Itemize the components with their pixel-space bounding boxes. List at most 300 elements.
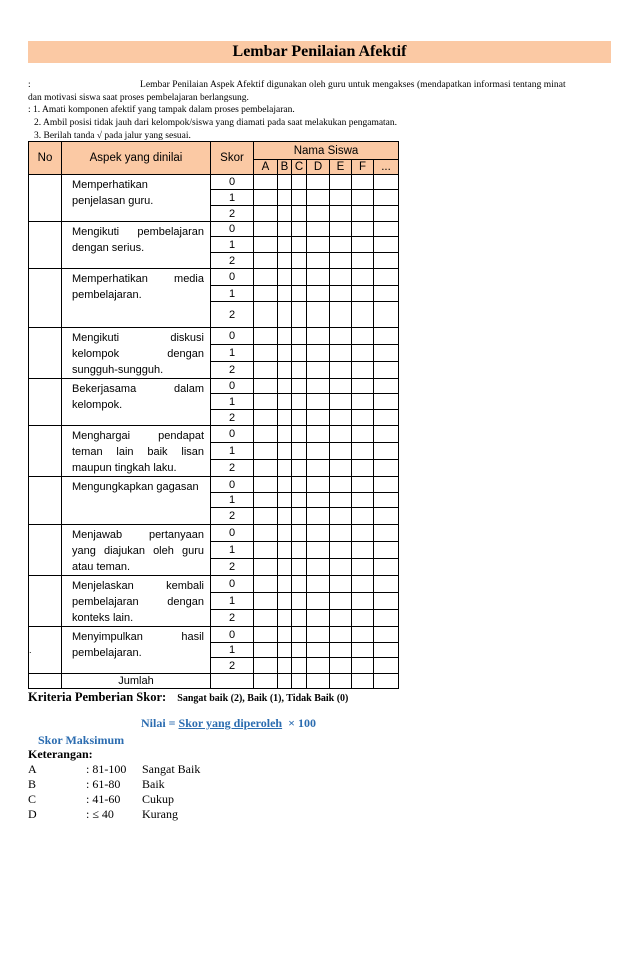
- checkbox-cell-...[interactable]: [374, 410, 399, 426]
- checkbox-cell-B[interactable]: [278, 576, 292, 593]
- legend-grade: D: [28, 807, 37, 821]
- checkbox-cell-D[interactable]: [307, 394, 330, 410]
- checkbox-cell-F[interactable]: [352, 237, 374, 253]
- checkbox-cell-C[interactable]: [292, 627, 307, 643]
- checkbox-cell-...[interactable]: [374, 643, 399, 658]
- checkbox-cell-C[interactable]: [292, 459, 307, 476]
- checkbox-cell-A[interactable]: [254, 410, 278, 426]
- checkbox-cell-D[interactable]: [307, 576, 330, 593]
- checkbox-cell-C[interactable]: [292, 269, 307, 286]
- checkbox-cell-E[interactable]: [330, 206, 352, 222]
- checkbox-cell-A[interactable]: [254, 190, 278, 206]
- checkbox-cell-A[interactable]: [254, 345, 278, 361]
- checkbox-cell-E[interactable]: [330, 253, 352, 269]
- checkbox-cell-C[interactable]: [292, 253, 307, 269]
- checkbox-cell-B[interactable]: [278, 237, 292, 253]
- score-cell: 2: [211, 459, 254, 476]
- checkbox-cell-A[interactable]: [254, 627, 278, 643]
- checkbox-cell-C[interactable]: [292, 379, 307, 394]
- checkbox-cell-D[interactable]: [307, 508, 330, 525]
- checkbox-cell-F[interactable]: [352, 286, 374, 302]
- score-cell: 1: [211, 190, 254, 206]
- score-cell: 2: [211, 206, 254, 222]
- kriteria-detail: Sangat baik (2), Baik (1), Tidak Baik (0): [177, 693, 349, 704]
- checkbox-cell-...[interactable]: [374, 345, 399, 361]
- checkbox-cell-F[interactable]: [352, 302, 374, 328]
- checkbox-cell-D[interactable]: [307, 222, 330, 237]
- row-no: .: [29, 627, 62, 674]
- table-row: [29, 477, 399, 493]
- legend-desc: Kurang: [142, 807, 178, 821]
- checkbox-cell-...[interactable]: [374, 237, 399, 253]
- checkbox-cell-A[interactable]: [254, 493, 278, 508]
- checkbox-cell-E[interactable]: [330, 286, 352, 302]
- checkbox-cell-B[interactable]: [278, 394, 292, 410]
- checkbox-cell-C[interactable]: [292, 508, 307, 525]
- checkbox-cell-D[interactable]: [307, 328, 330, 345]
- checkbox-cell-C[interactable]: [292, 443, 307, 459]
- checkbox-cell-D[interactable]: [307, 302, 330, 328]
- checkbox-cell-D[interactable]: [307, 477, 330, 493]
- checkbox-cell-E[interactable]: [330, 237, 352, 253]
- checkbox-cell-C[interactable]: [292, 190, 307, 206]
- checkbox-cell-F[interactable]: [352, 345, 374, 361]
- checkbox-cell-...[interactable]: [374, 525, 399, 542]
- checkbox-cell-B[interactable]: [278, 443, 292, 459]
- checkbox-cell-D[interactable]: [307, 286, 330, 302]
- header-skor: Skor: [211, 142, 254, 175]
- checkbox-cell-E[interactable]: [330, 525, 352, 542]
- kriteria-section: [28, 690, 348, 705]
- checkbox-cell-C[interactable]: [292, 576, 307, 593]
- checkbox-cell-C[interactable]: [292, 237, 307, 253]
- checkbox-cell-E[interactable]: [330, 459, 352, 476]
- checkbox-cell-D[interactable]: [307, 541, 330, 559]
- checkbox-cell-C[interactable]: [292, 477, 307, 493]
- instruction-3: 3. Berilah tanda √ pada jalur yang sesuai.: [34, 131, 191, 141]
- checkbox-cell-B[interactable]: [278, 328, 292, 345]
- aspek-cell: Mengikuti pembelajaran dengan serius.: [62, 222, 211, 269]
- header-student-0: A: [254, 160, 278, 175]
- checkbox-cell-B[interactable]: [278, 379, 292, 394]
- kriteria-label: Kriteria Pemberian Skor:: [28, 690, 167, 704]
- checkbox-cell-A[interactable]: [254, 379, 278, 394]
- checkbox-cell-B[interactable]: [278, 286, 292, 302]
- checkbox-cell-...[interactable]: [374, 559, 399, 576]
- score-cell: 1: [211, 394, 254, 410]
- checkbox-cell-A[interactable]: [254, 508, 278, 525]
- table-row: [29, 175, 399, 190]
- checkbox-cell-B[interactable]: [278, 559, 292, 576]
- checkbox-cell-E[interactable]: [330, 493, 352, 508]
- intro-lead: :: [28, 80, 31, 90]
- checkbox-cell-C[interactable]: [292, 525, 307, 542]
- header-student-5: F: [352, 160, 374, 175]
- checkbox-cell-A[interactable]: [254, 576, 278, 593]
- checkbox-cell-D[interactable]: [307, 361, 330, 378]
- table-row: [29, 627, 399, 643]
- checkbox-cell-C[interactable]: [292, 286, 307, 302]
- score-cell: 1: [211, 443, 254, 459]
- score-cell: 1: [211, 345, 254, 361]
- row-no: [29, 269, 62, 328]
- checkbox-cell-F[interactable]: [352, 593, 374, 609]
- assessment-table: [28, 141, 399, 689]
- row-no: [29, 426, 62, 477]
- checkbox-cell-E[interactable]: [330, 477, 352, 493]
- checkbox-cell-D[interactable]: [307, 379, 330, 394]
- row-no: [29, 379, 62, 426]
- checkbox-cell-D[interactable]: [307, 525, 330, 542]
- checkbox-cell-D[interactable]: [307, 643, 330, 658]
- checkbox-cell-E[interactable]: [330, 190, 352, 206]
- checkbox-cell-F[interactable]: [352, 609, 374, 626]
- checkbox-cell-...[interactable]: [374, 459, 399, 476]
- checkbox-cell-F[interactable]: [352, 361, 374, 378]
- checkbox-cell-...[interactable]: [374, 269, 399, 286]
- checkbox-cell-...[interactable]: [374, 190, 399, 206]
- checkbox-cell-C[interactable]: [292, 222, 307, 237]
- checkbox-cell-A[interactable]: [254, 302, 278, 328]
- checkbox-cell-D[interactable]: [307, 426, 330, 443]
- checkbox-cell-C[interactable]: [292, 609, 307, 626]
- header-no: No: [29, 142, 62, 175]
- aspek-cell: Memperhatikan media pembelajaran.: [62, 269, 211, 328]
- score-cell: 2: [211, 508, 254, 525]
- checkbox-cell-C[interactable]: [292, 361, 307, 378]
- checkbox-cell-D[interactable]: [307, 559, 330, 576]
- table-row: [29, 269, 399, 286]
- checkbox-cell-B[interactable]: [278, 493, 292, 508]
- table-row: [29, 328, 399, 345]
- checkbox-cell-B[interactable]: [278, 222, 292, 237]
- checkbox-cell-...[interactable]: [374, 206, 399, 222]
- checkbox-cell-...[interactable]: [374, 609, 399, 626]
- checkbox-cell-C[interactable]: [292, 493, 307, 508]
- checkbox-cell-B[interactable]: [278, 175, 292, 190]
- checkbox-cell-F[interactable]: [352, 206, 374, 222]
- jumlah-cell-F: [352, 674, 374, 689]
- checkbox-cell-E[interactable]: [330, 593, 352, 609]
- checkbox-cell-C[interactable]: [292, 302, 307, 328]
- checkbox-cell-A[interactable]: [254, 643, 278, 658]
- formula-denominator: Skor Maksimum: [38, 733, 125, 747]
- jumlah-blank: [29, 674, 62, 689]
- checkbox-cell-B[interactable]: [278, 426, 292, 443]
- checkbox-cell-F[interactable]: [352, 559, 374, 576]
- score-cell: 0: [211, 379, 254, 394]
- checkbox-cell-F[interactable]: [352, 410, 374, 426]
- checkbox-cell-D[interactable]: [307, 206, 330, 222]
- checkbox-cell-...[interactable]: [374, 627, 399, 643]
- checkbox-cell-F[interactable]: [352, 394, 374, 410]
- checkbox-cell-D[interactable]: [307, 493, 330, 508]
- checkbox-cell-B[interactable]: [278, 541, 292, 559]
- score-cell: 2: [211, 253, 254, 269]
- checkbox-cell-C[interactable]: [292, 328, 307, 345]
- checkbox-cell-E[interactable]: [330, 328, 352, 345]
- checkbox-cell-F[interactable]: [352, 508, 374, 525]
- checkbox-cell-A[interactable]: [254, 269, 278, 286]
- aspek-cell: Mengikuti diskusi kelompok dengan sungguh-sungguh.: [62, 328, 211, 379]
- checkbox-cell-C[interactable]: [292, 643, 307, 658]
- checkbox-cell-A[interactable]: [254, 459, 278, 476]
- checkbox-cell-...[interactable]: [374, 394, 399, 410]
- header-student-3: D: [307, 160, 330, 175]
- checkbox-cell-B[interactable]: [278, 253, 292, 269]
- checkbox-cell-C[interactable]: [292, 410, 307, 426]
- jumlah-cell-C: [292, 674, 307, 689]
- checkbox-cell-F[interactable]: [352, 477, 374, 493]
- checkbox-cell-A[interactable]: [254, 426, 278, 443]
- checkbox-cell-...[interactable]: [374, 443, 399, 459]
- checkbox-cell-...[interactable]: [374, 658, 399, 674]
- checkbox-cell-A[interactable]: [254, 559, 278, 576]
- checkbox-cell-B[interactable]: [278, 658, 292, 674]
- legend-grade: B: [28, 777, 37, 791]
- checkbox-cell-E[interactable]: [330, 345, 352, 361]
- table-row: [29, 525, 399, 542]
- instruction-1: : 1. Amati komponen afektif yang tampak dalam proses pembelajaran.: [28, 105, 295, 115]
- checkbox-cell-B[interactable]: [278, 593, 292, 609]
- checkbox-cell-B[interactable]: [278, 477, 292, 493]
- checkbox-cell-E[interactable]: [330, 426, 352, 443]
- checkbox-cell-A[interactable]: [254, 525, 278, 542]
- header-student-1: B: [278, 160, 292, 175]
- checkbox-cell-E[interactable]: [330, 379, 352, 394]
- score-cell: 1: [211, 643, 254, 658]
- checkbox-cell-F[interactable]: [352, 658, 374, 674]
- checkbox-cell-C[interactable]: [292, 206, 307, 222]
- checkbox-cell-A[interactable]: [254, 593, 278, 609]
- checkbox-cell-A[interactable]: [254, 286, 278, 302]
- aspek-cell: Bekerjasama dalam kelompok.: [62, 379, 211, 426]
- checkbox-cell-A[interactable]: [254, 541, 278, 559]
- legend-desc: Sangat Baik: [142, 762, 201, 776]
- score-cell: 2: [211, 609, 254, 626]
- checkbox-cell-A[interactable]: [254, 175, 278, 190]
- checkbox-cell-C[interactable]: [292, 394, 307, 410]
- checkbox-cell-E[interactable]: [330, 627, 352, 643]
- row-no: [29, 525, 62, 576]
- legend-grade: C: [28, 792, 37, 806]
- score-cell: 1: [211, 593, 254, 609]
- score-cell: 0: [211, 426, 254, 443]
- checkbox-cell-B[interactable]: [278, 410, 292, 426]
- checkbox-cell-D[interactable]: [307, 609, 330, 626]
- checkbox-cell-...[interactable]: [374, 593, 399, 609]
- checkbox-cell-A[interactable]: [254, 394, 278, 410]
- checkbox-cell-A[interactable]: [254, 222, 278, 237]
- checkbox-cell-...[interactable]: [374, 379, 399, 394]
- checkbox-cell-E[interactable]: [330, 222, 352, 237]
- checkbox-cell-C[interactable]: [292, 175, 307, 190]
- checkbox-cell-B[interactable]: [278, 302, 292, 328]
- header-aspek: Aspek yang dinilai: [62, 142, 211, 175]
- score-cell: 1: [211, 237, 254, 253]
- score-cell: 1: [211, 493, 254, 508]
- checkbox-cell-A[interactable]: [254, 253, 278, 269]
- checkbox-cell-D[interactable]: [307, 658, 330, 674]
- page-title: Lembar Penilaian Afektif: [28, 41, 611, 63]
- checkbox-cell-D[interactable]: [307, 345, 330, 361]
- checkbox-cell-...[interactable]: [374, 302, 399, 328]
- checkbox-cell-...[interactable]: [374, 576, 399, 593]
- checkbox-cell-...[interactable]: [374, 493, 399, 508]
- checkbox-cell-D[interactable]: [307, 253, 330, 269]
- checkbox-cell-B[interactable]: [278, 525, 292, 542]
- checkbox-cell-F[interactable]: [352, 253, 374, 269]
- checkbox-cell-C[interactable]: [292, 658, 307, 674]
- checkbox-cell-A[interactable]: [254, 206, 278, 222]
- checkbox-cell-D[interactable]: [307, 459, 330, 476]
- checkbox-cell-A[interactable]: [254, 443, 278, 459]
- checkbox-cell-E[interactable]: [330, 508, 352, 525]
- checkbox-cell-...[interactable]: [374, 361, 399, 378]
- checkbox-cell-C[interactable]: [292, 345, 307, 361]
- aspek-cell: Menjelaskan kembali pembelajaran dengan konteks lain.: [62, 576, 211, 627]
- checkbox-cell-...[interactable]: [374, 541, 399, 559]
- formula-multiplier: × 100: [288, 716, 316, 730]
- checkbox-cell-D[interactable]: [307, 410, 330, 426]
- checkbox-cell-F[interactable]: [352, 493, 374, 508]
- checkbox-cell-D[interactable]: [307, 237, 330, 253]
- checkbox-cell-F[interactable]: [352, 175, 374, 190]
- checkbox-cell-E[interactable]: [330, 658, 352, 674]
- checkbox-cell-F[interactable]: [352, 328, 374, 345]
- checkbox-cell-...[interactable]: [374, 222, 399, 237]
- checkbox-cell-B[interactable]: [278, 643, 292, 658]
- checkbox-cell-...[interactable]: [374, 328, 399, 345]
- checkbox-cell-D[interactable]: [307, 443, 330, 459]
- checkbox-cell-E[interactable]: [330, 269, 352, 286]
- score-cell: 0: [211, 269, 254, 286]
- checkbox-cell-C[interactable]: [292, 541, 307, 559]
- checkbox-cell-D[interactable]: [307, 175, 330, 190]
- score-cell: 0: [211, 627, 254, 643]
- score-cell: 2: [211, 658, 254, 674]
- checkbox-cell-B[interactable]: [278, 361, 292, 378]
- checkbox-cell-F[interactable]: [352, 379, 374, 394]
- checkbox-cell-F[interactable]: [352, 269, 374, 286]
- checkbox-cell-B[interactable]: [278, 206, 292, 222]
- checkbox-cell-F[interactable]: [352, 222, 374, 237]
- checkbox-cell-E[interactable]: [330, 394, 352, 410]
- checkbox-cell-...[interactable]: [374, 253, 399, 269]
- checkbox-cell-E[interactable]: [330, 175, 352, 190]
- legend-grade: A: [28, 762, 37, 776]
- jumlah-label: Jumlah: [62, 674, 211, 689]
- checkbox-cell-D[interactable]: [307, 627, 330, 643]
- jumlah-cell-E: [330, 674, 352, 689]
- checkbox-cell-...[interactable]: [374, 508, 399, 525]
- checkbox-cell-B[interactable]: [278, 609, 292, 626]
- checkbox-cell-E[interactable]: [330, 410, 352, 426]
- checkbox-cell-A[interactable]: [254, 237, 278, 253]
- table-row: [29, 426, 399, 443]
- jumlah-cell-A: [254, 674, 278, 689]
- checkbox-cell-B[interactable]: [278, 269, 292, 286]
- checkbox-cell-A[interactable]: [254, 328, 278, 345]
- checkbox-cell-F[interactable]: [352, 576, 374, 593]
- jumlah-row: [29, 674, 399, 689]
- checkbox-cell-B[interactable]: [278, 459, 292, 476]
- score-cell: 1: [211, 286, 254, 302]
- checkbox-cell-E[interactable]: [330, 361, 352, 378]
- legend-range: : 61-80: [86, 777, 121, 791]
- intro-line-2: dan motivasi siswa saat proses pembelajaran berlangsung.: [28, 93, 249, 103]
- score-cell: 2: [211, 410, 254, 426]
- checkbox-cell-E[interactable]: [330, 576, 352, 593]
- checkbox-cell-F[interactable]: [352, 459, 374, 476]
- checkbox-cell-F[interactable]: [352, 643, 374, 658]
- checkbox-cell-E[interactable]: [330, 559, 352, 576]
- checkbox-cell-...[interactable]: [374, 175, 399, 190]
- score-cell: 0: [211, 328, 254, 345]
- checkbox-cell-B[interactable]: [278, 345, 292, 361]
- checkbox-cell-B[interactable]: [278, 508, 292, 525]
- checkbox-cell-E[interactable]: [330, 643, 352, 658]
- checkbox-cell-E[interactable]: [330, 541, 352, 559]
- aspek-cell: Memperhatikan penjelasan guru.: [62, 175, 211, 222]
- table-row: [29, 222, 399, 237]
- score-cell: 0: [211, 576, 254, 593]
- checkbox-cell-B[interactable]: [278, 627, 292, 643]
- jumlah-skor: [211, 674, 254, 689]
- jumlah-cell-...: [374, 674, 399, 689]
- checkbox-cell-C[interactable]: [292, 426, 307, 443]
- checkbox-cell-...[interactable]: [374, 286, 399, 302]
- checkbox-cell-E[interactable]: [330, 443, 352, 459]
- score-cell: 0: [211, 175, 254, 190]
- legend-range: : 81-100: [86, 762, 127, 776]
- checkbox-cell-A[interactable]: [254, 658, 278, 674]
- checkbox-cell-A[interactable]: [254, 477, 278, 493]
- checkbox-cell-F[interactable]: [352, 627, 374, 643]
- score-cell: 2: [211, 361, 254, 378]
- checkbox-cell-...[interactable]: [374, 477, 399, 493]
- formula-prefix: Nilai =: [141, 716, 179, 730]
- checkbox-cell-C[interactable]: [292, 559, 307, 576]
- checkbox-cell-A[interactable]: [254, 361, 278, 378]
- checkbox-cell-E[interactable]: [330, 609, 352, 626]
- checkbox-cell-E[interactable]: [330, 302, 352, 328]
- jumlah-cell-B: [278, 674, 292, 689]
- checkbox-cell-B[interactable]: [278, 190, 292, 206]
- checkbox-cell-A[interactable]: [254, 609, 278, 626]
- intro-rest: Lembar Penilaian Aspek Afektif digunakan oleh guru untuk mengakses (mendapatkan informasi tentang minat: [140, 80, 566, 90]
- checkbox-cell-F[interactable]: [352, 525, 374, 542]
- checkbox-cell-F[interactable]: [352, 190, 374, 206]
- checkbox-cell-C[interactable]: [292, 593, 307, 609]
- checkbox-cell-D[interactable]: [307, 269, 330, 286]
- checkbox-cell-...[interactable]: [374, 426, 399, 443]
- header-nama-siswa: Nama Siswa: [254, 142, 399, 160]
- score-cell: 2: [211, 302, 254, 328]
- checkbox-cell-F[interactable]: [352, 443, 374, 459]
- checkbox-cell-F[interactable]: [352, 541, 374, 559]
- jumlah-cell-D: [307, 674, 330, 689]
- table-row: [29, 379, 399, 394]
- legend-range: : 41-60: [86, 792, 121, 806]
- instruction-2: 2. Ambil posisi tidak jauh dari kelompok/siswa yang diamati pada saat melakukan pengamatan.: [34, 118, 398, 128]
- checkbox-cell-D[interactable]: [307, 593, 330, 609]
- legend-desc: Cukup: [142, 792, 175, 806]
- legend-range: : ≤ 40: [86, 807, 114, 821]
- checkbox-cell-D[interactable]: [307, 190, 330, 206]
- checkbox-cell-F[interactable]: [352, 426, 374, 443]
- row-no: [29, 576, 62, 627]
